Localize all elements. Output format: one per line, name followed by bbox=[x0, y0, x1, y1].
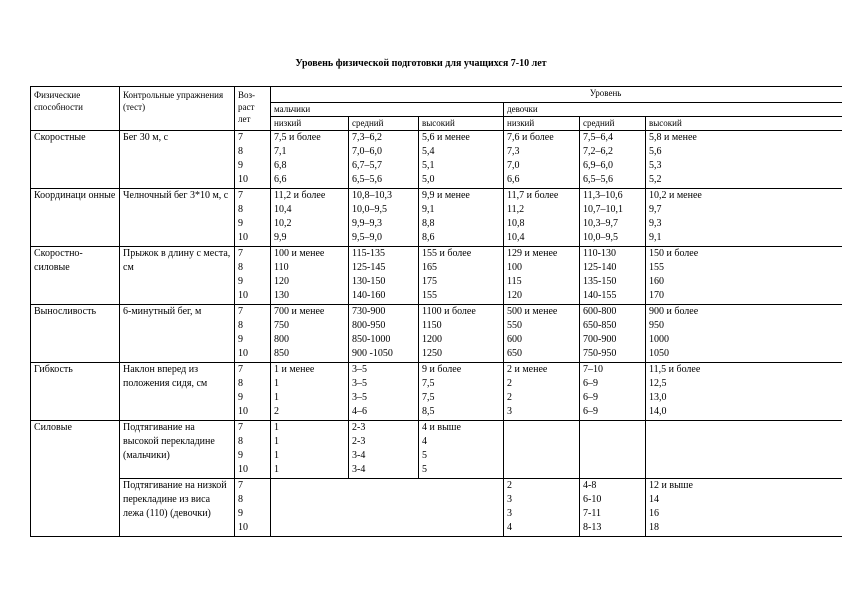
norm-value: 650 bbox=[507, 348, 522, 359]
norm-value: 5 bbox=[422, 464, 427, 475]
norm-value: 7,3 bbox=[507, 146, 520, 157]
norm-value: 6-10 bbox=[583, 494, 602, 505]
value-cell-b-high bbox=[419, 131, 504, 189]
norm-value: 1000 bbox=[649, 334, 669, 345]
age-value: 7 bbox=[238, 132, 243, 143]
age-value: 7 bbox=[238, 422, 243, 433]
norm-value: 7–10 bbox=[583, 364, 603, 375]
norm-value: 10,8 bbox=[507, 218, 525, 229]
value-cell-g-high bbox=[646, 305, 842, 363]
norm-value: 4 bbox=[422, 436, 427, 447]
page-title: Уровень физической подготовки для учащихся 7-10 лет bbox=[295, 58, 547, 69]
age-cell bbox=[235, 189, 271, 247]
norm-value: 600 bbox=[507, 334, 522, 345]
empty-cell-g-mid bbox=[580, 421, 646, 479]
ability-cell: Координаци онные bbox=[31, 189, 120, 247]
norm-value: 7,5 bbox=[422, 378, 435, 389]
norm-value: 135-150 bbox=[583, 276, 617, 287]
ability-cell: Скоростные bbox=[31, 131, 120, 189]
norm-value: 115 bbox=[507, 276, 522, 287]
norm-value: 7,3–6,2 bbox=[352, 132, 382, 143]
norm-value: 1 bbox=[274, 464, 279, 475]
header-test: Контрольные упражнения (тест) bbox=[120, 87, 235, 131]
norm-value: 125-140 bbox=[583, 262, 617, 273]
value-cell-g-mid bbox=[580, 479, 646, 537]
value-cell-g-mid bbox=[580, 305, 646, 363]
norm-value: 155 и более bbox=[422, 248, 472, 259]
norm-value: 14,0 bbox=[649, 406, 667, 417]
norm-value: 750-950 bbox=[583, 348, 617, 359]
norm-value: 9,1 bbox=[422, 204, 435, 215]
test-cell: Прыжок в длину с места, см bbox=[120, 247, 235, 305]
value-cell-b-low bbox=[271, 305, 349, 363]
norm-value: 11,5 и более bbox=[649, 364, 701, 375]
norm-value: 3 bbox=[507, 494, 512, 505]
norm-value: 4 и выше bbox=[422, 422, 461, 433]
norm-value: 2-3 bbox=[352, 436, 366, 447]
age-value: 7 bbox=[238, 248, 243, 259]
value-cell-b-mid bbox=[349, 247, 419, 305]
norm-value: 130 bbox=[274, 290, 289, 301]
age-value: 9 bbox=[238, 334, 243, 345]
norm-value: 6–9 bbox=[583, 406, 598, 417]
age-value: 8 bbox=[238, 262, 243, 273]
norm-value: 129 и менее bbox=[507, 248, 558, 259]
value-cell-b-low bbox=[271, 247, 349, 305]
norm-value: 8,6 bbox=[422, 232, 435, 243]
norm-value: 1 bbox=[274, 450, 279, 461]
age-cell bbox=[235, 421, 271, 479]
value-cell-g-mid bbox=[580, 131, 646, 189]
value-cell-g-mid bbox=[580, 247, 646, 305]
empty-cell-g-low bbox=[504, 421, 580, 479]
norm-value: 900 -1050 bbox=[352, 348, 393, 359]
ability-cell: Силовые bbox=[31, 421, 120, 537]
norm-value: 9,9 и менее bbox=[422, 190, 470, 201]
age-value: 10 bbox=[238, 406, 248, 417]
value-cell-g-mid bbox=[580, 189, 646, 247]
norm-value: 125-145 bbox=[352, 262, 386, 273]
ability-cell: Скоростно-силовые bbox=[31, 247, 120, 305]
header-boys-high: высокий bbox=[419, 117, 504, 131]
age-cell bbox=[235, 247, 271, 305]
value-cell-b-high bbox=[419, 305, 504, 363]
norm-value: 5,0 bbox=[422, 174, 435, 185]
norm-value: 1150 bbox=[422, 320, 442, 331]
norm-value: 9,1 bbox=[649, 232, 662, 243]
header-ability: Физические способности bbox=[31, 87, 120, 131]
norm-value: 10,0–9,5 bbox=[583, 232, 618, 243]
norm-value: 1050 bbox=[649, 348, 669, 359]
table-row bbox=[31, 131, 842, 189]
value-cell-b-low bbox=[271, 363, 349, 421]
norm-value: 550 bbox=[507, 320, 522, 331]
value-cell-b-mid bbox=[349, 305, 419, 363]
norm-value: 9,9 bbox=[274, 232, 287, 243]
value-cell-b-low bbox=[271, 131, 349, 189]
norm-value: 8,8 bbox=[422, 218, 435, 229]
norm-value: 5,6 и менее bbox=[422, 132, 470, 143]
norm-value: 11,3–10,6 bbox=[583, 190, 623, 201]
norm-value: 2 bbox=[507, 480, 512, 491]
norm-value: 9 и более bbox=[422, 364, 462, 375]
norm-value: 3–5 bbox=[352, 392, 367, 403]
norm-value: 100 и менее bbox=[274, 248, 325, 259]
age-value: 8 bbox=[238, 378, 243, 389]
header-girls: девочки bbox=[504, 103, 842, 117]
norm-value: 900 и более bbox=[649, 306, 699, 317]
norm-value: 3-4 bbox=[352, 450, 366, 461]
norm-value: 110-130 bbox=[583, 248, 616, 259]
value-cell-g-low bbox=[504, 131, 580, 189]
age-value: 9 bbox=[238, 276, 243, 287]
value-cell-b-high bbox=[419, 421, 504, 479]
norm-value: 140-160 bbox=[352, 290, 386, 301]
test-cell: Подтягивание на высокой перекладине (мальчики) bbox=[120, 421, 235, 479]
value-cell-b-low bbox=[271, 189, 349, 247]
norm-value: 5 bbox=[422, 450, 427, 461]
norm-value: 16 bbox=[649, 508, 659, 519]
norm-value: 5,1 bbox=[422, 160, 435, 171]
header-boys-low: низкий bbox=[271, 117, 349, 131]
norm-value: 6,5–5,6 bbox=[352, 174, 382, 185]
norm-value: 2-3 bbox=[352, 422, 366, 433]
norm-value: 6–9 bbox=[583, 392, 598, 403]
age-cell bbox=[235, 305, 271, 363]
ability-cell: Гибкость bbox=[31, 363, 120, 421]
norm-value: 165 bbox=[422, 262, 437, 273]
header-level: Уровень bbox=[271, 87, 842, 103]
norm-value: 9,5–9,0 bbox=[352, 232, 382, 243]
norm-value: 3–5 bbox=[352, 364, 367, 375]
norm-value: 850 bbox=[274, 348, 289, 359]
norm-value: 120 bbox=[507, 290, 522, 301]
norm-value: 150 и более bbox=[649, 248, 699, 259]
norm-value: 9,7 bbox=[649, 204, 662, 215]
norm-value: 4 bbox=[507, 522, 512, 533]
norm-value: 5,2 bbox=[649, 174, 662, 185]
age-value: 10 bbox=[238, 348, 248, 359]
test-cell: 6-минутный бег, м bbox=[120, 305, 235, 363]
norm-value: 2 bbox=[507, 392, 512, 403]
fitness-table bbox=[30, 86, 842, 537]
norm-value: 1 и менее bbox=[274, 364, 315, 375]
value-cell-b-high bbox=[419, 363, 504, 421]
value-cell-g-low bbox=[504, 247, 580, 305]
norm-value: 130-150 bbox=[352, 276, 386, 287]
norm-value: 10,4 bbox=[274, 204, 292, 215]
age-value: 9 bbox=[238, 218, 243, 229]
norm-value: 10,7–10,1 bbox=[583, 204, 623, 215]
test-cell: Подтягивание на низкой перекладине из виса лежа (110) (девочки) bbox=[120, 479, 235, 537]
norm-value: 12 и выше bbox=[649, 480, 693, 491]
age-value: 8 bbox=[238, 436, 243, 447]
age-cell bbox=[235, 363, 271, 421]
norm-value: 1100 и более bbox=[422, 306, 476, 317]
test-cell: Бег 30 м, с bbox=[120, 131, 235, 189]
norm-value: 3 bbox=[507, 508, 512, 519]
age-value: 8 bbox=[238, 320, 243, 331]
test-cell: Челночный бег 3*10 м, с bbox=[120, 189, 235, 247]
age-value: 10 bbox=[238, 464, 248, 475]
value-cell-b-high bbox=[419, 189, 504, 247]
header-boys-mid: средний bbox=[349, 117, 419, 131]
norm-value: 7,5 и более bbox=[274, 132, 321, 143]
norm-value: 500 и менее bbox=[507, 306, 558, 317]
norm-value: 6,9–6,0 bbox=[583, 160, 613, 171]
value-cell-b-low bbox=[271, 421, 349, 479]
norm-value: 13,0 bbox=[649, 392, 667, 403]
norm-value: 1 bbox=[274, 436, 279, 447]
norm-value: 600-800 bbox=[583, 306, 617, 317]
norm-value: 1250 bbox=[422, 348, 442, 359]
norm-value: 10,8–10,3 bbox=[352, 190, 392, 201]
age-cell bbox=[235, 479, 271, 537]
norm-value: 2 bbox=[507, 378, 512, 389]
norm-value: 750 bbox=[274, 320, 289, 331]
value-cell-g-mid bbox=[580, 363, 646, 421]
value-cell-g-low bbox=[504, 363, 580, 421]
table-row bbox=[31, 363, 842, 421]
age-cell bbox=[235, 131, 271, 189]
header-girls-mid: средний bbox=[580, 117, 646, 131]
norm-value: 4–6 bbox=[352, 406, 367, 417]
norm-value: 100 bbox=[507, 262, 522, 273]
age-value: 8 bbox=[238, 204, 243, 215]
norm-value: 1200 bbox=[422, 334, 442, 345]
ability-cell: Выносливость bbox=[31, 305, 120, 363]
table-row bbox=[31, 305, 842, 363]
norm-value: 800-950 bbox=[352, 320, 386, 331]
norm-value: 7,0 bbox=[507, 160, 520, 171]
norm-value: 850-1000 bbox=[352, 334, 391, 345]
header-girls-low: низкий bbox=[504, 117, 580, 131]
header-girls-high: высокий bbox=[646, 117, 842, 131]
norm-value: 800 bbox=[274, 334, 289, 345]
norm-value: 2 и менее bbox=[507, 364, 548, 375]
norm-value: 170 bbox=[649, 290, 664, 301]
value-cell-g-high bbox=[646, 479, 842, 537]
norm-value: 120 bbox=[274, 276, 289, 287]
norm-value: 6–9 bbox=[583, 378, 598, 389]
norm-value: 18 bbox=[649, 522, 659, 533]
test-cell: Наклон вперед из положения сидя, см bbox=[120, 363, 235, 421]
norm-value: 5,4 bbox=[422, 146, 435, 157]
norm-value: 9,9–9,3 bbox=[352, 218, 382, 229]
norm-value: 155 bbox=[422, 290, 437, 301]
table-row bbox=[31, 421, 842, 479]
value-cell-g-low bbox=[504, 305, 580, 363]
norm-value: 10,0–9,5 bbox=[352, 204, 387, 215]
age-value: 8 bbox=[238, 146, 243, 157]
age-value: 8 bbox=[238, 494, 243, 505]
norm-value: 160 bbox=[649, 276, 664, 287]
table-row bbox=[31, 247, 842, 305]
norm-value: 7,5–6,4 bbox=[583, 132, 613, 143]
age-value: 9 bbox=[238, 450, 243, 461]
norm-value: 10,3–9,7 bbox=[583, 218, 618, 229]
norm-value: 1 bbox=[274, 422, 279, 433]
norm-value: 6,7–5,7 bbox=[352, 160, 382, 171]
norm-value: 3–5 bbox=[352, 378, 367, 389]
norm-value: 110 bbox=[274, 262, 289, 273]
value-cell-g-low bbox=[504, 479, 580, 537]
value-cell-b-mid bbox=[349, 131, 419, 189]
empty-cell-g-high bbox=[646, 421, 842, 479]
age-value: 9 bbox=[238, 392, 243, 403]
norm-value: 8-13 bbox=[583, 522, 602, 533]
norm-value: 155 bbox=[649, 262, 664, 273]
norm-value: 4-8 bbox=[583, 480, 597, 491]
norm-value: 14 bbox=[649, 494, 659, 505]
norm-value: 11,2 bbox=[507, 204, 525, 215]
age-value: 7 bbox=[238, 190, 243, 201]
norm-value: 650-850 bbox=[583, 320, 617, 331]
age-value: 9 bbox=[238, 160, 243, 171]
norm-value: 7,6 и более bbox=[507, 132, 554, 143]
value-cell-g-high bbox=[646, 189, 842, 247]
value-cell-b-mid bbox=[349, 363, 419, 421]
norm-value: 6,8 bbox=[274, 160, 287, 171]
norm-value: 5,6 bbox=[649, 146, 662, 157]
norm-value: 730-900 bbox=[352, 306, 386, 317]
value-cell-g-high bbox=[646, 247, 842, 305]
norm-value: 7,2–6,2 bbox=[583, 146, 613, 157]
norm-value: 1 bbox=[274, 378, 279, 389]
norm-value: 140-155 bbox=[583, 290, 617, 301]
norm-value: 9,3 bbox=[649, 218, 662, 229]
empty-cell-boys bbox=[271, 479, 504, 537]
norm-value: 3 bbox=[507, 406, 512, 417]
age-value: 10 bbox=[238, 290, 248, 301]
norm-value: 6,6 bbox=[507, 174, 520, 185]
norm-value: 7,1 bbox=[274, 146, 287, 157]
value-cell-g-low bbox=[504, 189, 580, 247]
norm-value: 7-11 bbox=[583, 508, 601, 519]
header-boys: мальчики bbox=[271, 103, 504, 117]
table-row bbox=[31, 479, 842, 537]
age-value: 9 bbox=[238, 508, 243, 519]
value-cell-g-high bbox=[646, 363, 842, 421]
norm-value: 700 и менее bbox=[274, 306, 325, 317]
age-value: 10 bbox=[238, 174, 248, 185]
value-cell-b-mid bbox=[349, 189, 419, 247]
norm-value: 2 bbox=[274, 406, 279, 417]
norm-value: 115-135 bbox=[352, 248, 385, 259]
norm-value: 10,2 и менее bbox=[649, 190, 702, 201]
age-value: 7 bbox=[238, 306, 243, 317]
norm-value: 10,2 bbox=[274, 218, 292, 229]
age-value: 10 bbox=[238, 232, 248, 243]
norm-value: 5,8 и менее bbox=[649, 132, 697, 143]
norm-value: 11,7 и более bbox=[507, 190, 559, 201]
norm-value: 10,4 bbox=[507, 232, 525, 243]
norm-value: 950 bbox=[649, 320, 664, 331]
table-row bbox=[31, 189, 842, 247]
norm-value: 175 bbox=[422, 276, 437, 287]
norm-value: 1 bbox=[274, 392, 279, 403]
norm-value: 12,5 bbox=[649, 378, 667, 389]
norm-value: 6,5–5,6 bbox=[583, 174, 613, 185]
norm-value: 8,5 bbox=[422, 406, 435, 417]
value-cell-g-high bbox=[646, 131, 842, 189]
norm-value: 3-4 bbox=[352, 464, 366, 475]
norm-value: 7,5 bbox=[422, 392, 435, 403]
age-value: 10 bbox=[238, 522, 248, 533]
norm-value: 11,2 и более bbox=[274, 190, 326, 201]
norm-value: 700-900 bbox=[583, 334, 617, 345]
norm-value: 6,6 bbox=[274, 174, 287, 185]
norm-value: 7,0–6,0 bbox=[352, 146, 382, 157]
age-value: 7 bbox=[238, 364, 243, 375]
header-age: Воз-раст лет bbox=[235, 87, 271, 131]
value-cell-b-mid bbox=[349, 421, 419, 479]
value-cell-b-high bbox=[419, 247, 504, 305]
age-value: 7 bbox=[238, 480, 243, 491]
norm-value: 5,3 bbox=[649, 160, 662, 171]
